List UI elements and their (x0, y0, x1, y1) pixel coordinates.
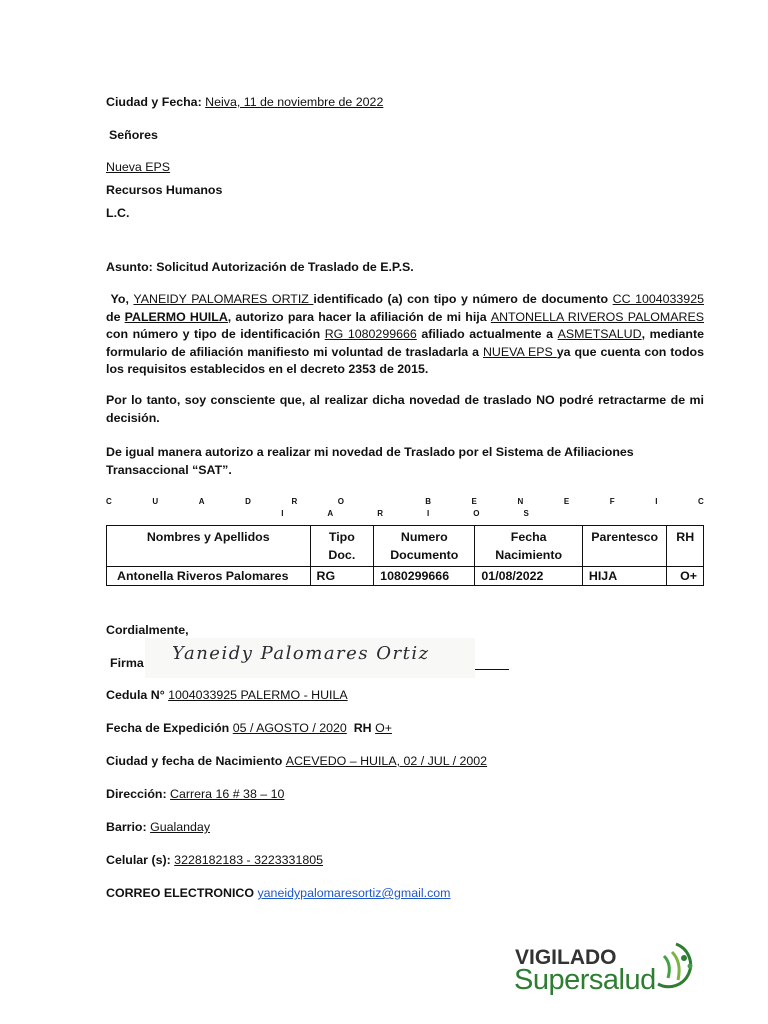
col-header-rh: RH (667, 526, 704, 567)
address-label: Dirección: (106, 787, 167, 801)
p1-text-g: , mediante formulario de afiliación manifiesto mi voluntad de trasladarla a (106, 327, 704, 359)
neighborhood-line (106, 820, 210, 834)
body-paragraph-3: De igual manera autorizo a realizar mi novedad de Traslado por el Sistema de Afiliaciones Transaccional “SAT”. (106, 445, 634, 477)
table-title-letter: N (517, 497, 524, 506)
cedula-line (106, 688, 348, 702)
applicant-document: CC 1004033925 (612, 292, 704, 306)
subject-line: Asunto: Solicitud Autorización de Traslado de E.P.S. (106, 260, 414, 274)
closing-cordially: Cordialmente, (106, 623, 189, 637)
table-title-letter: U (152, 497, 159, 506)
child-document: RG 1080299666 (324, 327, 417, 341)
table-title (106, 497, 704, 521)
table-title-letter: R (291, 497, 298, 506)
col-header-doc-number: Numero Documento (374, 526, 475, 567)
cedula-label: Cedula N° (106, 688, 165, 702)
expedition-label: Fecha de Expedición (106, 721, 230, 735)
birth-label: Ciudad y fecha de Nacimiento (106, 754, 283, 768)
supersalud-emblem-icon (650, 940, 702, 996)
body-paragraph-1 (106, 291, 704, 379)
phone-line (106, 853, 323, 867)
body-paragraph-2: Por lo tanto, soy consciente que, al realizar dicha novedad de traslado NO podré retractarme de mi decisión. (106, 393, 704, 425)
recipient-department: Recursos Humanos (106, 183, 223, 197)
handwritten-signature: Yaneidy Palomares Ortiz (172, 643, 430, 664)
col-header-birthdate: Fecha Nacimiento (475, 526, 583, 567)
beneficiaries-table (106, 525, 704, 586)
logo-supersalud: Supersalud (514, 964, 656, 996)
email-label: CORREO ELECTRONICO (106, 886, 255, 900)
table-title-letter: E (471, 497, 477, 506)
cedula-value: 1004033925 PALERMO - HUILA (168, 688, 348, 702)
address-line (106, 787, 284, 801)
col-header-names: Nombres y Apellidos (107, 526, 311, 567)
logo-vigilado: VIGILADO (515, 946, 617, 969)
table-title-letter: B (425, 497, 431, 506)
table-row (107, 567, 704, 586)
applicant-name: YANEIDY PALOMARES ORTIZ (133, 292, 314, 306)
table-title-letter: I (655, 497, 658, 506)
table-title-letter: A (198, 497, 205, 506)
table-title-letter: E (563, 497, 570, 506)
salutation: Señores (109, 128, 158, 142)
cell-name: Antonella Riveros Palomares (107, 567, 311, 586)
table-title-letter: A (327, 509, 334, 518)
rh-label: RH (353, 721, 372, 735)
table-title-row-1 (106, 497, 704, 509)
table-title-letter: F (609, 497, 615, 506)
table-title-letter: O (473, 509, 480, 518)
table-title-letter: O (337, 497, 345, 506)
phone-label: Celular (s): (106, 853, 171, 867)
signature-label: Firma (110, 656, 144, 670)
address-value: Carrera 16 # 38 – 10 (170, 787, 285, 801)
cell-relationship: HIJA (582, 567, 667, 586)
table-title-row-2 (106, 509, 704, 521)
cell-doc-type: RG (310, 567, 374, 586)
table-title-letter: C (106, 497, 112, 506)
col-header-relationship: Parentesco (582, 526, 667, 567)
table-title-letter: C (698, 497, 704, 506)
birth-value: ACEVEDO – HUILA, 02 / JUL / 2002 (285, 754, 488, 768)
current-eps: ASMETSALUD (557, 327, 642, 341)
expedition-line (106, 721, 392, 735)
p1-text-c: de (106, 309, 125, 324)
p1-text-d: autorizo para hacer la afiliación de mi hija (231, 309, 491, 324)
phone-value: 3228182183 - 3223331805 (174, 853, 324, 867)
email-line (106, 886, 450, 900)
table-title-letter: R (377, 509, 383, 518)
table-title-letter: S (523, 509, 529, 518)
neighborhood-value: Gualanday (150, 820, 211, 834)
neighborhood-label: Barrio: (106, 820, 147, 834)
cell-doc-number: 1080299666 (374, 567, 475, 586)
table-title-letter: I (281, 509, 284, 518)
email-link[interactable]: yaneidypalomaresortiz@gmail.com (257, 886, 451, 900)
city-date-value: Neiva, 11 de noviembre de 2022 (205, 95, 384, 109)
new-eps: NUEVA EPS (482, 344, 557, 359)
child-name: ANTONELLA RIVEROS PALOMARES (490, 309, 704, 324)
cell-rh: O+ (667, 567, 704, 586)
col-header-doc-type: Tipo Doc. (310, 526, 374, 567)
p1-text-h: ya que cuenta con todos los requisitos establecidos en el decreto 2353 de 2015. (106, 344, 705, 376)
recipient-eps (106, 160, 170, 174)
recipient-city: L.C. (106, 206, 130, 220)
table-header-row (107, 526, 704, 567)
p1-text-f: afiliado actualmente a (416, 327, 558, 341)
p1-text-b: identificado (a) con tipo y número de documento (313, 292, 613, 306)
p1-text-a: Yo, (110, 292, 134, 306)
city-date-label: Ciudad y Fecha: (106, 95, 202, 109)
rh-value: O+ (375, 721, 392, 735)
recipient-eps-text: Nueva EPS (106, 160, 171, 174)
table-title-letter: D (245, 497, 251, 506)
table-title-letter: I (426, 509, 430, 518)
applicant-place: PALERMO HUILA, (124, 309, 232, 324)
p1-text-e: con número y tipo de identificación (106, 327, 325, 341)
cell-birthdate: 01/08/2022 (475, 567, 583, 586)
city-date-line (106, 95, 383, 109)
birth-line (106, 754, 487, 768)
expedition-value: 05 / AGOSTO / 2020 (232, 721, 347, 735)
